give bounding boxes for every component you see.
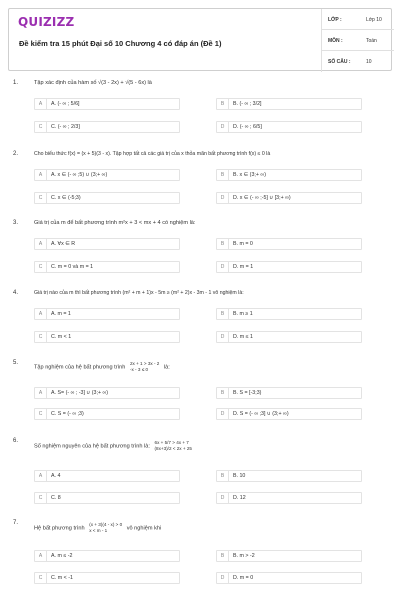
option-letter: B xyxy=(217,170,229,180)
system-line: 6x + 5/7 > 4x + 7 xyxy=(154,440,189,445)
question-text xyxy=(34,361,170,373)
question-number: 7. xyxy=(13,520,19,526)
option-text: C. (- ∞ ; 2/3] xyxy=(51,124,80,130)
option-d[interactable] xyxy=(216,121,362,133)
inequality-system xyxy=(89,522,122,534)
option-letter: D xyxy=(217,193,229,203)
system-line: (x + 3)(4 - x) > 0 xyxy=(89,522,123,527)
question-text: Giá trị nào của m thì bất phương trình (m² + m + 1)x - 5m ≥ (m² + 2)x - 3m - 1 vô nghiệm là: xyxy=(34,290,244,296)
option-letter: B xyxy=(217,388,229,398)
option-letter: A xyxy=(35,239,47,249)
option-d[interactable] xyxy=(216,331,362,343)
option-letter: B xyxy=(217,471,229,481)
option-c[interactable] xyxy=(34,492,180,504)
option-letter: A xyxy=(35,551,47,561)
option-text: C. m = 0 và m = 1 xyxy=(51,264,94,270)
option-letter: C xyxy=(35,573,47,583)
meta-label: SỐ CÂU : xyxy=(328,59,351,65)
option-letter: C xyxy=(35,409,47,419)
system-line: x < m - 1 xyxy=(89,528,108,533)
option-text: B. m = 0 xyxy=(233,241,253,247)
option-text: A. (- ∞ ; 5/6] xyxy=(51,101,80,107)
option-text: D. m ≤ 1 xyxy=(233,334,253,340)
option-text: C. x ∈ (-5;3) xyxy=(51,195,81,201)
question-text xyxy=(34,522,161,534)
question-text-before: Số nghiệm nguyên của hệ bất phương trình là: xyxy=(34,443,150,450)
option-letter: D xyxy=(217,493,229,503)
inequality-system xyxy=(155,440,192,452)
option-d[interactable] xyxy=(216,492,362,504)
option-b[interactable] xyxy=(216,98,362,110)
option-letter: D xyxy=(217,332,229,342)
option-letter: D xyxy=(217,409,229,419)
option-d[interactable] xyxy=(216,408,362,420)
option-letter: C xyxy=(35,122,47,132)
question-number: 4. xyxy=(13,290,19,296)
option-letter: A xyxy=(35,99,47,109)
option-c[interactable] xyxy=(34,261,180,273)
option-a[interactable] xyxy=(34,387,180,399)
option-d[interactable] xyxy=(216,192,362,204)
option-text: D. 12 xyxy=(233,495,246,501)
option-letter: A xyxy=(35,388,47,398)
option-b[interactable] xyxy=(216,387,362,399)
brand-logo: QUIZIZZ xyxy=(18,15,75,29)
meta-row-class xyxy=(322,9,394,30)
option-a[interactable] xyxy=(34,470,180,482)
option-text: D. m = 0 xyxy=(233,575,254,581)
option-text: A. ∀x ∈ R xyxy=(51,241,76,247)
option-b[interactable] xyxy=(216,238,362,250)
option-letter: B xyxy=(217,239,229,249)
meta-value: Toán xyxy=(366,38,377,44)
option-text: C. 8 xyxy=(51,495,61,501)
option-letter: C xyxy=(35,332,47,342)
meta-value: 10 xyxy=(366,59,372,65)
option-d[interactable] xyxy=(216,261,362,273)
option-text: B. m ≥ 1 xyxy=(233,311,253,317)
option-letter: D xyxy=(217,262,229,272)
option-text: A. 4 xyxy=(51,473,61,479)
option-letter: C xyxy=(35,493,47,503)
option-text: D. m = 1 xyxy=(233,264,254,270)
option-text: D. (- ∞ ; 6/5] xyxy=(233,124,262,130)
option-text: B. 10 xyxy=(233,473,246,479)
option-text: D. S = (- ∞ ;3] ∪ (3;+ ∞) xyxy=(233,411,289,417)
question-text-after: vô nghiệm khi xyxy=(126,525,162,532)
option-a[interactable] xyxy=(34,98,180,110)
system-line: -x - 3 ≤ 0 xyxy=(129,367,149,372)
option-letter: A xyxy=(35,471,47,481)
meta-row-count xyxy=(322,51,394,72)
option-b[interactable] xyxy=(216,308,362,320)
option-text: A. m ≤ -2 xyxy=(51,553,73,559)
option-text: B. S = [-3;3) xyxy=(233,390,262,396)
option-letter: A xyxy=(35,170,47,180)
option-text: D. x ∈ (- ∞ ;-5] ∪ [3;+ ∞) xyxy=(233,195,291,201)
option-text: C. m < 1 xyxy=(51,334,72,340)
option-text: A. m = 1 xyxy=(51,311,71,317)
worksheet-header xyxy=(8,8,392,71)
question-number: 3. xyxy=(13,220,19,226)
option-c[interactable] xyxy=(34,331,180,343)
option-a[interactable] xyxy=(34,550,180,562)
option-a[interactable] xyxy=(34,238,180,250)
question-text-after: là: xyxy=(163,364,170,371)
question-text: Giá trị của m để bất phương trình m²x + 3 < mx + 4 có nghiệm là: xyxy=(34,220,196,226)
option-letter: C xyxy=(35,193,47,203)
option-text: B. (- ∞ ; 3/2] xyxy=(233,101,262,107)
option-letter: D xyxy=(217,122,229,132)
system-line: (8x+3)/2 < 2x + 25 xyxy=(154,446,192,451)
option-letter: D xyxy=(217,573,229,583)
option-c[interactable] xyxy=(34,121,180,133)
question-text-before: Hệ bất phương trình xyxy=(34,525,85,532)
option-letter: B xyxy=(217,551,229,561)
option-text: A. x ∈ (- ∞ ;5) ∪ (3;+ ∞) xyxy=(51,172,108,178)
question-number: 6. xyxy=(13,438,19,444)
option-letter: B xyxy=(217,99,229,109)
meta-table xyxy=(321,9,393,72)
option-b[interactable] xyxy=(216,550,362,562)
question-number: 2. xyxy=(13,151,19,157)
meta-label: MÔN : xyxy=(328,38,343,44)
option-a[interactable] xyxy=(34,308,180,320)
option-text: B. x ∈ (3;+ ∞) xyxy=(233,172,266,178)
meta-label: LỚP : xyxy=(328,17,342,23)
option-text: B. m > -2 xyxy=(233,553,255,559)
option-text: C. S = (- ∞ ;3) xyxy=(51,411,84,417)
option-c[interactable] xyxy=(34,572,180,584)
option-letter: B xyxy=(217,309,229,319)
option-b[interactable] xyxy=(216,470,362,482)
option-letter: A xyxy=(35,309,47,319)
question-text: Tập xác định của hàm số √(3 - 2x) + √(5 - 6x) là xyxy=(34,80,152,86)
option-d[interactable] xyxy=(216,572,362,584)
meta-row-subject xyxy=(322,30,394,51)
option-text: A. S= (- ∞ ; -3] ∪ (3;+ ∞) xyxy=(51,390,109,396)
question-number: 1. xyxy=(13,80,19,86)
inequality-system xyxy=(130,361,159,373)
option-b[interactable] xyxy=(216,169,362,181)
option-letter: C xyxy=(35,262,47,272)
option-a[interactable] xyxy=(34,169,180,181)
option-c[interactable] xyxy=(34,192,180,204)
worksheet-title: Đề kiểm tra 15 phút Đại số 10 Chương 4 có đáp án (Đề 1) xyxy=(19,39,222,48)
question-text xyxy=(34,440,195,452)
option-text: C. m < -1 xyxy=(51,575,73,581)
question-text: Cho biểu thức f(x) = (x + 5)(3 - x). Tập hợp tất cả các giá trị của x thỏa mãn bất phương trình f(x) ≤ 0 là xyxy=(34,151,271,157)
option-c[interactable] xyxy=(34,408,180,420)
question-text-before: Tập nghiệm của hệ bất phương trình xyxy=(34,364,126,371)
system-line: 2x + 1 > 3x - 2 xyxy=(129,361,160,366)
question-number: 5. xyxy=(13,360,19,366)
meta-value: Lớp 10 xyxy=(366,17,382,23)
